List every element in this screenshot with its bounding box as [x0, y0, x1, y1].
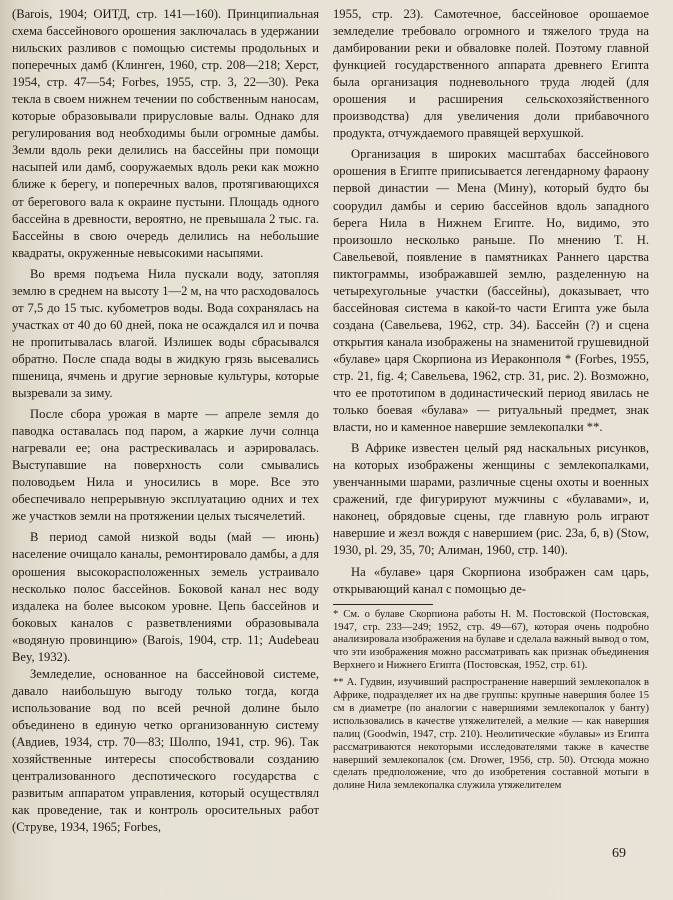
paragraph: После сбора урожая в марте — апреле земля до паводка оставалась под паром, а жаркие лучи солнца нагревали ее; она растрескивалась и аэрировалась. Выступавшие на поверхность соли смывались половодьем Нила и уносились в море. Все это обеспечивало непрерывную эксплуатацию одних и тех же участков земли на протяжении целых тысячелетий. — [12, 407, 319, 524]
paragraph: В Африке известен целый ряд наскальных рисунков, на которых изображены женщины с землекопалками, увенчанными шарами, различные сцены охоты и военных сражений, где фигурируют мужчины с «булавами», и, наконец, обрядовые сцены, где главную роль играют навершие и жезл вождя с навершием (рис. 23а, б, в) (Stow, 1930, pl. 29, 35, 70; Алиман, 1960, стр. 140). — [333, 441, 649, 558]
paragraph: Земледелие, основанное на бассейновой системе, давало наибольшую выгоду только тогда, когда использование вод по всей речной долине было объединено в единую четко организованную систему (Авдиев, 1934, стр. 70—83; Шолпо, 1941, стр. 96). Так хозяйственные интересы способствовали созданию централизованного деспотического государства с развитым аппаратом управления, который осуществлял как проведение, так и контроль оросительных работ (Струве, 1934, 1965; Forbes, — [12, 666, 319, 835]
paragraph: (Barois, 1904; ОИТД, стр. 141—160). Принципиальная схема бассейнового орошения заключалась в удержании нильских разливов с помощью системы продольных и поперечных дамб (Клинген, 1960, стр. 208—218; Херст, 1954, стр. 47—54; Forbes, 1955, стр. 3, 22—30). Река текла в своем нижнем течении по собственным наносам, которые образовывали прирусловые валы. Однако для регулирования вод необходимы были огромные дамбы. Земли вдоль реки делились на бассейны при помощи насыпей или дамб, сооружаемых вдоль реки как можно ближе к берегу, и поперечных валов, протягивающихся от берегового вала к окраине пустыни. Площадь одного бассейна в древности, вероятно, не превышала 2 тыс. га. Бассейны в свою очередь делились на небольшие квадраты, окруженные невысокими насыпями. — [12, 7, 319, 260]
paragraph: На «булаве» царя Скорпиона изображен сам царь, открывающий канал с помощью де- — [333, 564, 649, 596]
footnote: ** А. Гудвин, изучивший распространение наверший землекопалок в Африке, подразделяет их на две группы: крупные навершия более 15 см в диаметре (по аналогии с навершиями землекопалок у банту) использовались в качестве утяжелителей, а мелкие — как навершия палиц (Goodwin, 1947, стр. 210). Неолитические «булавы» из Египта рассматриваются некоторыми исследователями также в качестве наверший землекопалок (см. Drower, 1956, стр. 50). Отсюда можно сделать предположение, что до изобретения составной мотыги в долине Нила землекопалка служила утяжелителем — [333, 677, 649, 792]
paragraph: 1955, стр. 23). Самотечное, бассейновое орошаемое земледелие требовало огромного и тяжелого труда на дамбировании реки и обваловке полей. Поэтому главной функцией государственного аппарата древнего Египта была организация подневольного труда людей (для орошения и расширения сельскохозяйственного производства) для увеличения доли прибавочного продукта, отчуждаемого правящей верхушкой. — [333, 7, 649, 141]
left-column — [12, 6, 319, 836]
paragraph: Организация в широких масштабах бассейнового орошения в Египте приписывается легендарному фараону первой династии — Мена (Мину), который будто бы соорудил дамбы и серию бассейнов вдоль западного берега Нила в Нижнем Египте. Но, видимо, это произошло несколько раньше. По мнению Т. Н. Савельевой, появление в памятниках Раннего царства пиктограммы, изображавшей землю, разделенную на четырехугольные участки (бассейны), доказывает, что бассейновая система в какой-то части Египта уже была создана (Савельева, 1962, стр. 34). Бассейн (?) и сцена открытия канала изображены на знаменитой грушевидной «булаве» царя Скорпиона из Иераконполя * (Forbes, 1955, стр. 21, fig. 4; Савельева, 1962, стр. 31, рис. 2). Возможно, что ее прототипом в додинастический период явилась не только боевая «булава» — ритуальный предмет, знак власти, но и каменное навершие землекопалки **. — [333, 147, 649, 435]
paragraph: Во время подъема Нила пускали воду, затопляя землю в среднем на высоту 1—2 м, на что расходовалось от 7,5 до 15 тыс. кубометров воды. Вода сохранялась на участках от 40 до 60 дней, пока не осаждался ил и почва не пропитывалась влагой. Излишек воды сбрасывался обратно. После спада воды в жидкую грязь высевались пшеница, ячмень и другие зерновые культуры, которые вызревали за зиму. — [12, 266, 319, 401]
paragraph: В период самой низкой воды (май — июнь) население очищало каналы, ремонтировало дамбы, а для орошения высокорасположенных земель устраивало несколько полос бассейнов. Боковой канал нес воду издалека на более высоком уровне. Цепь бассейнов и боковых каналов с разветвлениями образовывала «водяную провинцию» (Barois, 1904, стр. 11; Audebeau Bey, 1932). — [12, 530, 319, 664]
right-column — [333, 6, 649, 793]
page-number: 69 — [612, 846, 626, 861]
footnote-divider — [333, 604, 433, 605]
footnote: * См. о булаве Скорпиона работы Н. М. Постовской (Постовская, 1947, стр. 233—249; 1952, стр. 49—67), которая очень подробно анализировала изображения на булаве и сделала важный вывод о том, что эти изображения можно рассматривать как признак объединения Верхнего и Нижнего Египта (Постовская, 1952, стр. 61). — [333, 608, 649, 672]
